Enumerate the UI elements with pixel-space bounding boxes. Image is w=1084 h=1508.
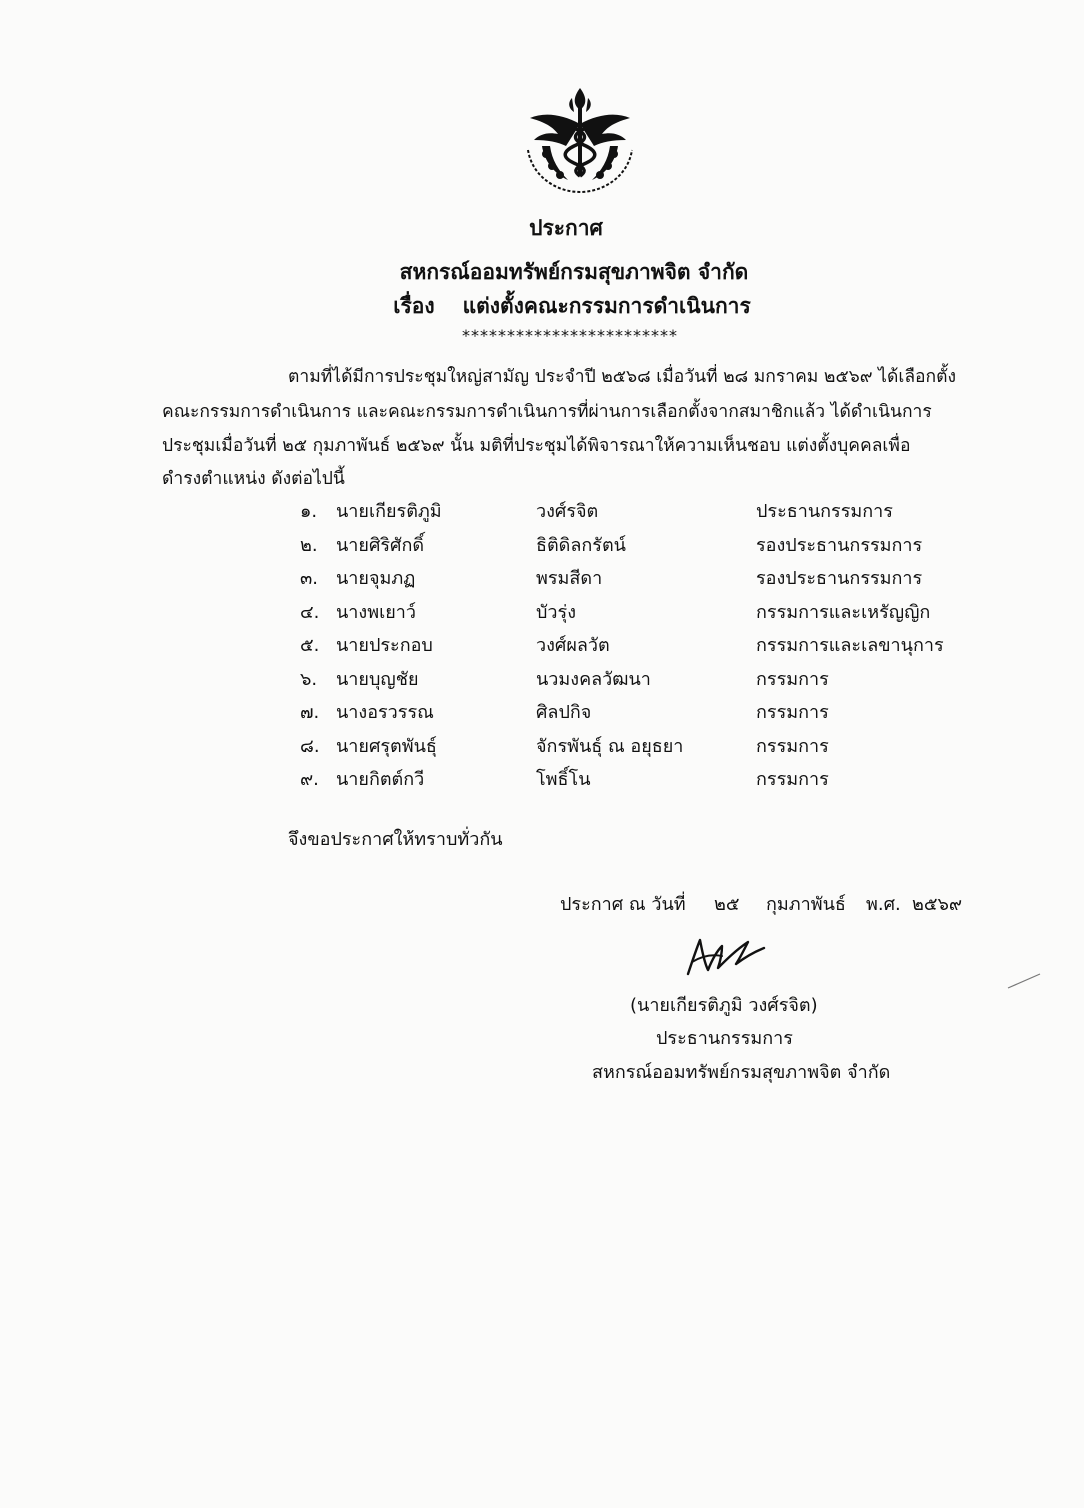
member-row [300, 660, 1000, 694]
page-title: ประกาศ [529, 216, 603, 240]
member-first-name: นายประกอบ [336, 635, 433, 656]
member-position: รองประธานกรรมการ [756, 534, 923, 556]
member-last-name: จักรพันธุ์ ณ อยุธยา [536, 735, 684, 757]
member-number: ๔. [300, 601, 320, 623]
member-row [300, 760, 1000, 794]
handwritten-signature-icon [678, 932, 768, 982]
member-first-name: นายบุญชัย [336, 668, 419, 690]
member-first-name: นางพเยาว์ [336, 601, 416, 623]
member-last-name: บัวรุ่ง [536, 601, 576, 623]
organization-heading: สหกรณ์ออมทรัพย์กรมสุขภาพจิต จำกัด [399, 260, 749, 284]
subject-label: เรื่อง [393, 294, 435, 318]
date-year: ๒๕๖๙ [912, 894, 963, 915]
member-position: กรรมการ [756, 702, 829, 723]
member-first-name: นายจุมภฏ [336, 568, 416, 589]
signatory-organization: สหกรณ์ออมทรัพย์กรมสุขภาพจิต จำกัด [592, 1062, 891, 1083]
member-number: ๘. [300, 735, 320, 757]
member-last-name: วงศ์ผลวัต [536, 635, 610, 656]
member-row [300, 626, 1000, 660]
member-last-name: ธิติดิลกรัตน์ [536, 534, 626, 556]
member-first-name: นายศิริศักดิ์ [336, 534, 425, 556]
member-first-name: นางอรวรรณ [336, 702, 434, 723]
subject-heading [30, 290, 1084, 323]
member-position: กรรมการ [756, 769, 829, 790]
member-first-name: นายศรุตพันธุ์ [336, 735, 437, 757]
member-last-name: วงศ์รจิต [536, 501, 599, 522]
member-row [300, 492, 1000, 526]
member-position: กรรมการและเลขานุการ [756, 635, 944, 656]
body-line-2: คณะกรรมการดำเนินการ และคณะกรรมการดำเนินการที่ผ่านการเลือกตั้งจากสมาชิกแล้ว ได้ดำเนินการ [162, 402, 932, 422]
member-number: ๖. [300, 668, 318, 690]
member-row [300, 559, 1000, 593]
member-last-name: โพธิ์โน [536, 769, 591, 790]
member-number: ๑. [300, 501, 318, 522]
member-row [300, 693, 1000, 727]
member-number: ๓. [300, 568, 319, 589]
member-number: ๕. [300, 635, 320, 656]
closing-statement: จึงขอประกาศให้ทราบทั่วกัน [288, 829, 503, 850]
stray-mark-icon [1006, 972, 1042, 990]
member-row [300, 526, 1000, 560]
member-position: รองประธานกรรมการ [756, 568, 923, 589]
body-line-3: ประชุมเมื่อวันที่ ๒๕ กุมภาพันธ์ ๒๕๖๙ นั้น มติที่ประชุมได้พิจารณาให้ความเห็นชอบ แต่งตั้งบุคคลเพื่อ [162, 436, 911, 456]
divider: ************************ [462, 326, 678, 345]
member-position: กรรมการและเหรัญญิก [756, 601, 931, 623]
member-first-name: นายเกียรติภูมิ [336, 501, 442, 522]
member-last-name: นวมงคลวัฒนา [536, 668, 651, 690]
member-position: กรรมการ [756, 668, 829, 690]
date-month: กุมภาพันธ์ [766, 894, 846, 915]
member-position: กรรมการ [756, 735, 829, 757]
body-line-4: ดำรงตำแหน่ง ดังต่อไปนี้ [162, 469, 345, 489]
member-last-name: ศิลปกิจ [536, 702, 592, 723]
member-position: ประธานกรรมการ [756, 501, 893, 522]
body-line-1: ตามที่ได้มีการประชุมใหญ่สามัญ ประจำปี ๒๕๖๘ เมื่อวันที่ ๒๘ มกราคม ๒๕๖๙ ได้เลือกตั้ง [288, 367, 957, 387]
member-last-name: พรมสีดา [536, 568, 603, 589]
signatory-title: ประธานกรรมการ [656, 1028, 793, 1049]
caduceus-emblem-icon [522, 84, 638, 194]
member-first-name: นายกิตต์กวี [336, 769, 425, 790]
date-day: ๒๕ [714, 894, 740, 915]
member-number: ๒. [300, 534, 318, 556]
member-number: ๙. [300, 769, 319, 790]
member-list [300, 492, 1000, 794]
date-label: ประกาศ ณ วันที่ [560, 894, 686, 915]
signatory-name: (นายเกียรติภูมิ วงศ์รจิต) [630, 995, 818, 1016]
member-row [300, 593, 1000, 627]
member-number: ๗. [300, 702, 320, 723]
member-row [300, 727, 1000, 761]
date-era: พ.ศ. [866, 894, 901, 915]
subject-text: แต่งตั้งคณะกรรมการดำเนินการ [462, 294, 751, 318]
